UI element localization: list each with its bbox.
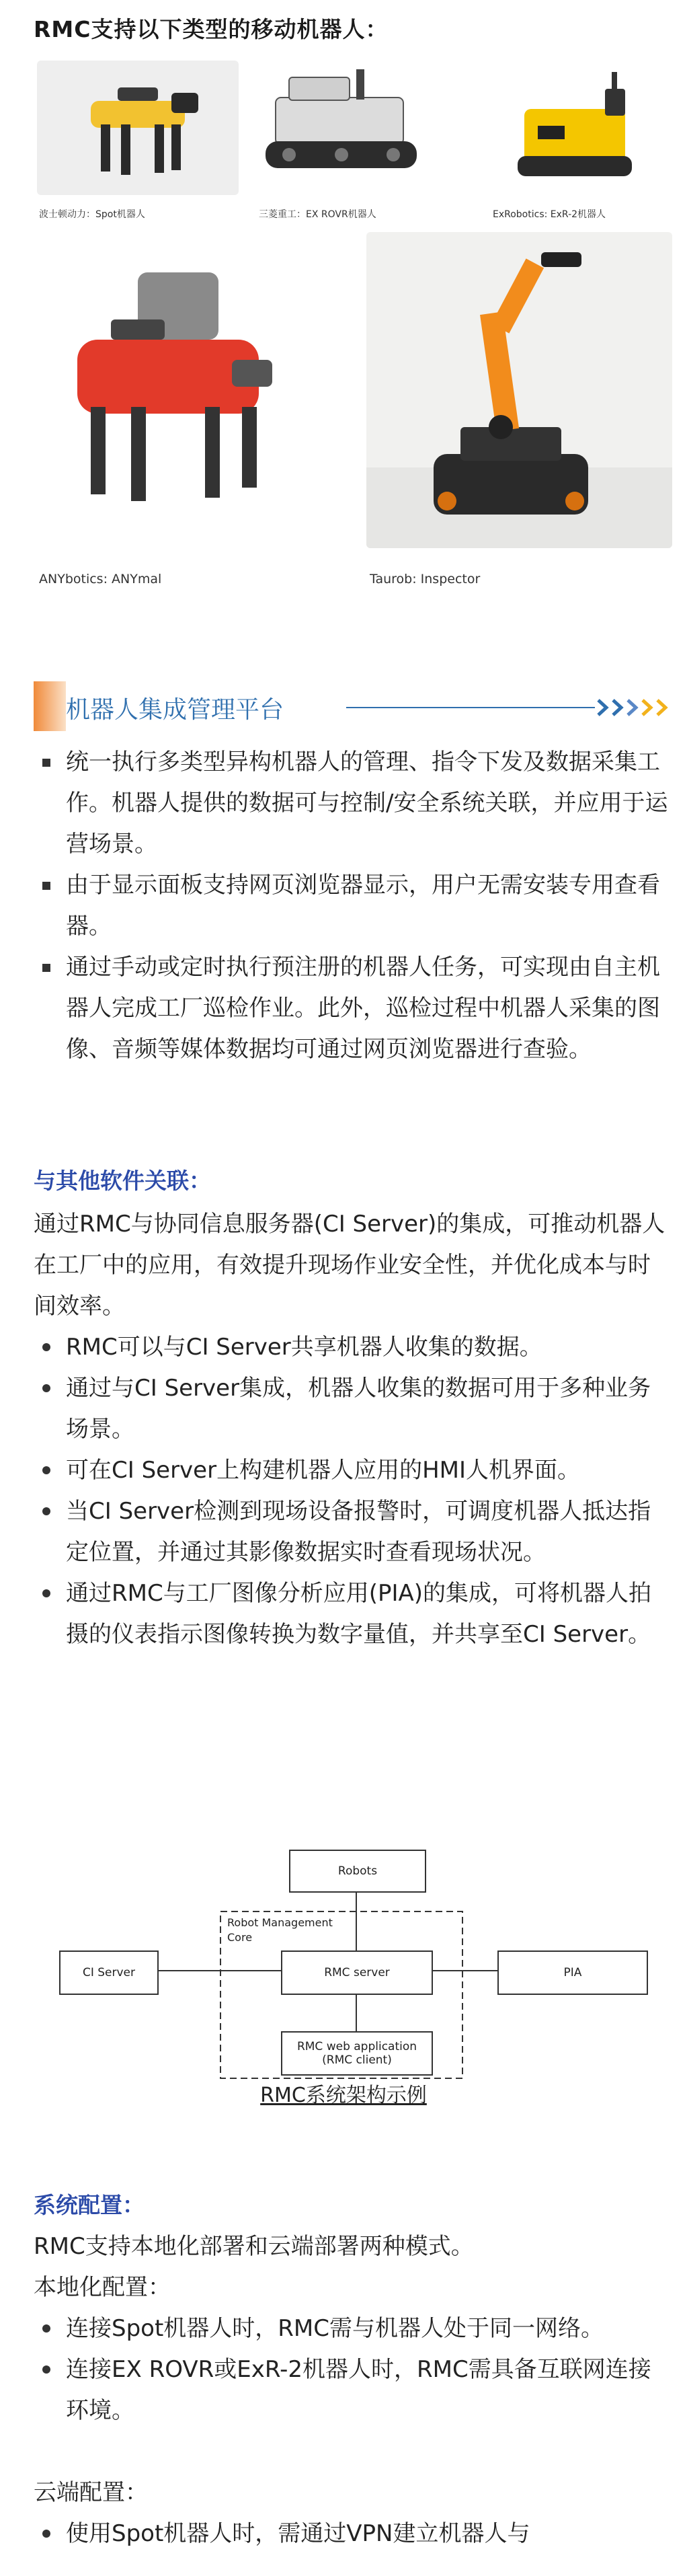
web-app-line-1: RMC web application — [296, 2040, 417, 2053]
diagram-caption: RMC系统架构示例 — [260, 2084, 427, 2107]
pia-box: PIA — [497, 1950, 648, 1995]
rmc-web-app-box — [281, 2031, 433, 2076]
rmc-server-box: RMC server — [281, 1950, 433, 1995]
ci-server-box: CI Server — [59, 1950, 159, 1995]
local-config-bullet: 连接Spot机器人时，RMC需与机器人处于同一网络。 — [66, 2308, 671, 2349]
core-label-line-1: Robot Management — [227, 1916, 333, 1929]
ex-rovr-robot-image — [255, 57, 427, 198]
config-heading: 系统配置： — [34, 2192, 145, 2218]
core-label-line-2: Core — [227, 1931, 253, 1944]
title-divider-line — [346, 707, 595, 708]
architecture-diagram — [0, 1836, 687, 2105]
platform-bullet: 统一执行多类型异构机器人的管理、指令下发及数据采集工作。机器人提供的数据可与控制/安全系统关联，并应用于运营场景。 — [66, 742, 671, 865]
exr2-robot-image — [484, 62, 665, 196]
caption-anymal: ANYbotics: ANYmal — [39, 572, 162, 586]
integration-heading: 与其他软件关联： — [34, 1168, 211, 1194]
caption-exr2: ExRobotics: ExR-2机器人 — [493, 209, 606, 220]
platform-bullet: 通过手动或定时执行预注册的机器人任务，可实现由自主机器人完成工厂巡检作业。此外，巡检过程中机器人采集的图像、音频等媒体数据均可通过网页浏览器进行查验。 — [66, 947, 671, 1070]
section-title-bar — [34, 681, 679, 731]
integration-bullet: 当CI Server检测到现场设备报警时，可调度机器人抵达指定位置，并通过其影像数据实时查看现场状况。 — [66, 1491, 671, 1573]
platform-title: 机器人集成管理平台 — [66, 696, 284, 724]
integration-intro: 通过RMC与协同信息服务器(CI Server)的集成，可推动机器人在工厂中的应用，有效提升现场作业安全性，并优化成本与时间效率。 — [34, 1211, 665, 1320]
cloud-config-list — [66, 2513, 671, 2554]
integration-bullet: RMC可以与CI Server共享机器人收集的数据。 — [66, 1327, 671, 1368]
config-intro: RMC支持本地化部署和云端部署两种模式。 — [34, 2233, 474, 2260]
cloud-config-bullet: 使用Spot机器人时，需通过VPN建立机器人与 — [66, 2513, 671, 2554]
title-bar-accent — [34, 681, 66, 731]
caption-spot: 波士顿动力：Spot机器人 — [39, 209, 145, 220]
spot-robot-image — [37, 61, 239, 195]
platform-bullet: 由于显示面板支持网页浏览器显示，用户无需安装专用查看器。 — [66, 865, 671, 947]
anymal-robot-image — [37, 245, 313, 515]
core-label — [227, 1916, 333, 1945]
caption-taurob: Taurob: Inspector — [370, 572, 481, 586]
integration-bullet: 通过RMC与工厂图像分析应用(PIA)的集成，可将机器人拍摄的仪表指示图像转换为数字量值，并共享至CI Server。 — [66, 1573, 671, 1655]
integration-bullet: 可在CI Server上构建机器人应用的HMI人机界面。 — [66, 1450, 671, 1491]
robots-box: Robots — [289, 1850, 426, 1893]
local-config-bullet: 连接EX ROVR或ExR-2机器人时，RMC需具备互联网连接环境。 — [66, 2349, 671, 2431]
local-config-list — [66, 2308, 671, 2431]
intro-heading: RMC支持以下类型的移动机器人： — [34, 16, 389, 42]
taurob-robot-image — [366, 232, 672, 548]
local-config-label: 本地化配置： — [34, 2274, 171, 2301]
integration-bullet-list — [66, 1327, 671, 1655]
web-app-line-2: (RMC client) — [322, 2053, 392, 2067]
cloud-config-label: 云端配置： — [34, 2479, 148, 2506]
caption-ex-rovr: 三菱重工：EX ROVR机器人 — [259, 209, 376, 220]
integration-bullet: 通过与CI Server集成，机器人收集的数据可用于多种业务场景。 — [66, 1368, 671, 1450]
platform-bullet-list — [66, 742, 671, 1070]
chevrons-icon — [597, 697, 679, 718]
